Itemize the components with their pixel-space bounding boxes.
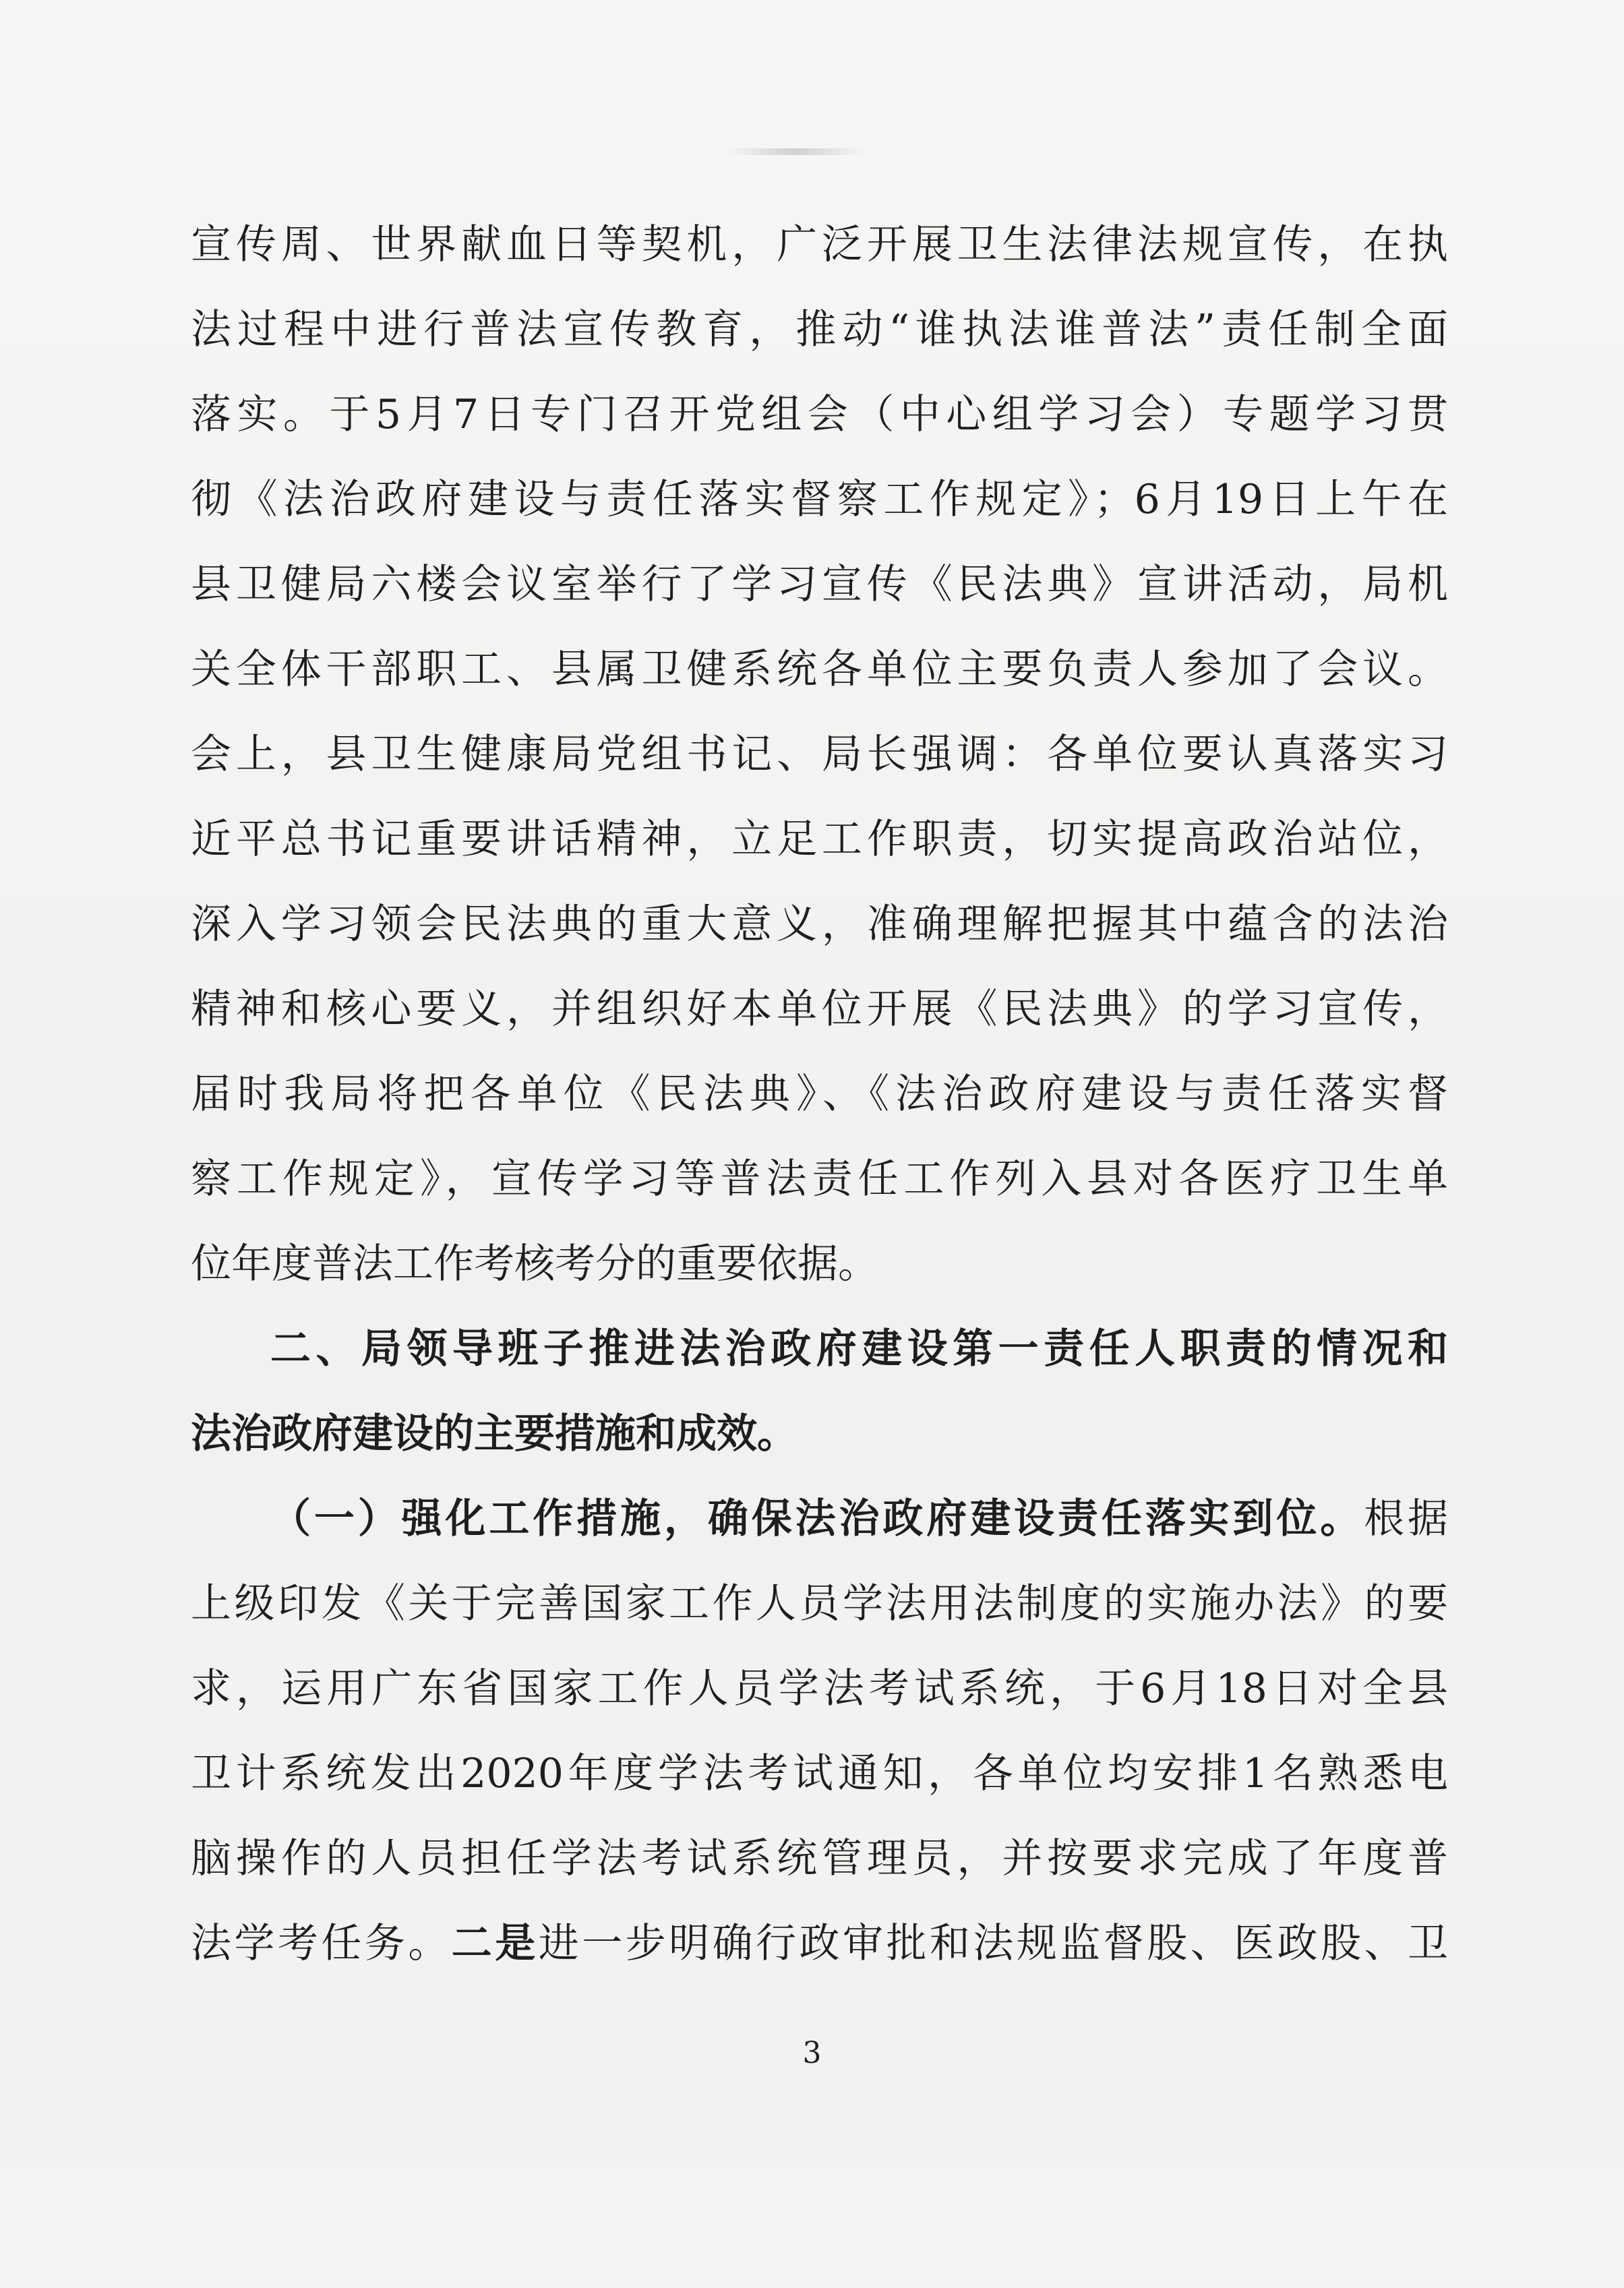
paragraph-1-line: 法过程中进行普法宣传教育，推动“谁执法谁普法”责任制全面 [191, 306, 1448, 353]
paragraph-1-line: 届时我局将把各单位《民法典》、《法治政府建设与责任落实督 [191, 1071, 1448, 1118]
paragraph-2-last-line-a: 法学考任务。 [191, 1920, 452, 1967]
paragraph-1-line: 关全体干部职工、县属卫健系统各单位主要负责人参加了会议。 [191, 646, 1448, 693]
section-heading-line: 法治政府建设的主要措施和成效。 [191, 1410, 798, 1457]
paragraph-1-line: 精神和核心要义，并组织好本单位开展《民法典》的学习宣传， [191, 986, 1448, 1033]
enumeration-marker: 二是 [451, 1920, 539, 1967]
paragraph-1-line: 彻《法治政府建设与责任落实督察工作规定》；6月19日上午在 [191, 476, 1448, 523]
scan-artifact [728, 148, 863, 155]
paragraph-1-line: 深入学习领会民法典的重大意义，准确理解把握其中蕴含的法治 [191, 901, 1448, 948]
paragraph-1-line: 近平总书记重要讲话精神，立足工作职责，切实提高政治站位， [191, 816, 1448, 863]
paragraph-1-line: 会上，县卫生健康局党组书记、局长强调：各单位要认真落实习 [191, 731, 1448, 778]
paragraph-2-lead-line [191, 1476, 1448, 1561]
paragraph-1-line: 县卫健局六楼会议室举行了学习宣传《民法典》宣讲活动，局机 [191, 561, 1448, 608]
paragraph-1-line: 宣传周、世界献血日等契机，广泛开展卫生法律法规宣传，在执 [191, 221, 1448, 268]
section-heading-line: 二、局领导班子推进法治政府建设第一责任人职责的情况和 [270, 1325, 1448, 1373]
body-text [191, 202, 1448, 1986]
paragraph-2-line: 卫计系统发出2020年度学法考试通知，各单位均安排1名熟悉电 [191, 1750, 1448, 1797]
paragraph-1-line: 察工作规定》，宣传学习等普法责任工作列入县对各医疗卫生单 [191, 1155, 1448, 1203]
paragraph-1-line: 落实。于5月7日专门召开党组会（中心组学习会）专题学习贯 [191, 391, 1448, 438]
paragraph-2-line: 上级印发《关于完善国家工作人员学法用法制度的实施办法》的要 [191, 1580, 1448, 1627]
paragraph-1-line: 位年度普法工作考核考分的重要依据。 [191, 1240, 878, 1288]
subsection-heading: （一）强化工作措施，确保法治政府建设责任落实到位。 [270, 1495, 1364, 1542]
paragraph-2-line: 求，运用广东省国家工作人员学法考试系统，于6月18日对全县 [191, 1665, 1448, 1712]
paragraph-2-last-line-b: 进一步明确行政审批和法规监督股、医政股、卫 [538, 1920, 1449, 1967]
paragraph-2-last-line [191, 1901, 1448, 1986]
page-number: 3 [802, 2036, 822, 2070]
paragraph-2-lead-tail: 根据 [1364, 1495, 1449, 1542]
paragraph-2-line: 脑操作的人员担任学法考试系统管理员，并按要求完成了年度普 [191, 1835, 1448, 1882]
